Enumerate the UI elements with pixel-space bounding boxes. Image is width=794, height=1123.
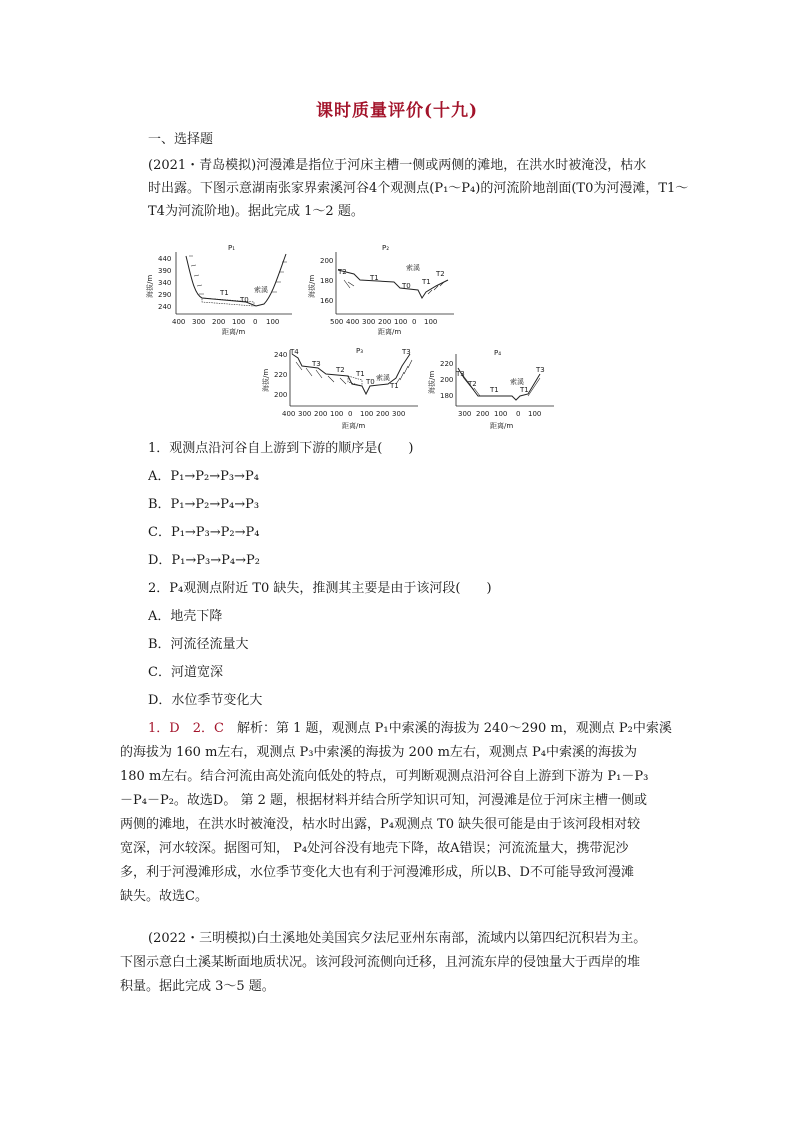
terrace-label: T3 xyxy=(402,348,411,356)
x-tick: 300 xyxy=(362,318,376,326)
x-tick: 300 xyxy=(192,318,206,326)
x-tick: 100 xyxy=(424,318,438,326)
question-1-option-c: C．P₁→P₃→P₂→P₄ xyxy=(148,525,260,540)
intro-line: (2021・青岛模拟)河漫滩是指位于河床主槽一侧或两侧的滩地，在洪水时被淹没，枯水 xyxy=(148,158,647,173)
x-tick: 200 xyxy=(378,318,392,326)
y-tick: 240 xyxy=(274,351,288,359)
intro2-line: (2022・三明模拟)白土溪地处美国宾夕法尼亚州东南部，流域内以第四纪沉积岩为主。 xyxy=(148,931,647,946)
question-2-option-c: C．河道宽深 xyxy=(148,665,223,680)
x-tick: 0 xyxy=(253,318,258,326)
x-tick: 300 xyxy=(298,410,312,418)
fig-title: P₄ xyxy=(494,349,502,357)
terrace-label: T1 xyxy=(370,274,379,282)
y-tick: 240 xyxy=(158,303,172,311)
terrace-label: T2 xyxy=(436,270,445,278)
answer-line: 宽深，河水较深。据图可知， P₄处河谷没有地壳下降，故A错误；河流流量大，携带泥沙 xyxy=(120,841,629,856)
terrace-label: T0 xyxy=(402,282,411,290)
answer-line: 的海拔为 160 m左右，观测点 P₃中索溪的海拔为 200 m左右，观测点 P₄中索溪的海拔为 xyxy=(120,745,637,760)
river-label: 索溪 xyxy=(406,264,420,272)
y-tick: 220 xyxy=(274,371,288,379)
y-tick: 440 xyxy=(158,255,172,263)
terrace-label: T0 xyxy=(366,378,375,386)
x-tick: 0 xyxy=(348,410,353,418)
x-tick: 300 xyxy=(392,410,406,418)
figure-p2 xyxy=(308,236,458,340)
fig-title: P₃ xyxy=(356,347,364,355)
answer-text: 解析：第 1 题，观测点 P₁中索溪的海拔为 240～290 m，观测点 P₂中索溪 xyxy=(236,721,672,736)
section-heading: 一、选择题 xyxy=(148,132,214,147)
terrace-label: T2 xyxy=(338,268,347,276)
river-label: 索溪 xyxy=(254,286,268,294)
river-label: 索溪 xyxy=(510,378,524,386)
x-tick: 0 xyxy=(412,318,417,326)
y-axis-label: 海拔/m xyxy=(146,274,154,298)
x-tick: 400 xyxy=(346,318,360,326)
x-tick: 200 xyxy=(476,410,490,418)
x-tick: 100 xyxy=(394,318,408,326)
answer-key: 1．D 2．C xyxy=(148,721,224,736)
answer-line: －P₄－P₂。故选D。 第 2 题，根据材料并结合所学知识可知，河漫滩是位于河床主槽一侧或 xyxy=(120,793,648,808)
figure-p4 xyxy=(428,344,558,434)
figure-p3 xyxy=(262,340,422,434)
x-tick: 400 xyxy=(282,410,296,418)
x-tick: 200 xyxy=(212,318,226,326)
x-axis-label: 距离/m xyxy=(342,422,366,430)
terrace-label: T2 xyxy=(336,366,345,374)
answer-line: 180 m左右。结合河流由高处流向低处的特点，可判断观测点沿河谷自上游到下游为 P₁－P₃ xyxy=(120,769,649,784)
y-tick: 220 xyxy=(440,360,454,368)
page-title: 课时质量评价(十九) xyxy=(315,101,479,121)
y-axis-label: 海拔/m xyxy=(428,370,436,394)
x-tick: 0 xyxy=(516,410,521,418)
x-axis-label: 距离/m xyxy=(222,328,246,336)
river-label: 索溪 xyxy=(376,374,390,382)
y-tick: 180 xyxy=(320,277,334,285)
terrace-label: T3 xyxy=(312,360,321,368)
terrace-label: T1 xyxy=(422,278,431,286)
x-tick: 300 xyxy=(458,410,472,418)
answer-line: 两侧的滩地，在洪水时被淹没，枯水时出露，P₄观测点 T0 缺失很可能是由于该河段相对较 xyxy=(120,817,641,832)
question-1-option-d: D．P₁→P₃→P₄→P₂ xyxy=(148,553,260,568)
x-tick: 500 xyxy=(330,318,344,326)
terrace-label: T1 xyxy=(356,370,365,378)
x-axis-label: 距离/m xyxy=(378,328,402,336)
x-tick: 100 xyxy=(266,318,280,326)
fig-title: P₂ xyxy=(382,244,390,252)
x-tick: 100 xyxy=(360,410,374,418)
x-tick: 100 xyxy=(232,318,246,326)
terrace-label: T1 xyxy=(390,382,399,390)
question-1-option-b: B．P₁→P₂→P₄→P₃ xyxy=(148,497,260,512)
question-2-stem: 2．P₄观测点附近 T0 缺失，推测其主要是由于该河段( ) xyxy=(148,581,492,596)
x-tick: 100 xyxy=(330,410,344,418)
question-2-option-a: A．地壳下降 xyxy=(148,609,223,624)
y-tick: 200 xyxy=(440,376,454,384)
x-tick: 400 xyxy=(172,318,186,326)
terrace-label: T1 xyxy=(520,386,529,394)
question-1-stem: 1．观测点沿河谷自上游到下游的顺序是( ) xyxy=(148,441,414,456)
y-tick: 290 xyxy=(158,291,172,299)
question-2-option-d: D．水位季节变化大 xyxy=(148,693,263,708)
terrace-label: T1 xyxy=(490,386,499,394)
terrace-label: T0 xyxy=(240,296,249,304)
question-1-option-a: A．P₁→P₂→P₃→P₄ xyxy=(148,469,259,484)
intro-line: T4为河流阶地)。据此完成 1～2 题。 xyxy=(148,204,364,219)
terrace-label: T3 xyxy=(456,370,465,378)
y-tick: 200 xyxy=(320,257,334,265)
y-tick: 340 xyxy=(158,279,172,287)
x-tick: 100 xyxy=(494,410,508,418)
y-tick: 160 xyxy=(320,297,334,305)
terrace-label: T3 xyxy=(536,366,545,374)
terrace-label: T2 xyxy=(468,380,477,388)
question-2-option-b: B．河流径流量大 xyxy=(148,637,249,652)
x-tick: 200 xyxy=(376,410,390,418)
x-tick: 100 xyxy=(528,410,542,418)
y-tick: 180 xyxy=(440,392,454,400)
x-axis-label: 距离/m xyxy=(490,422,514,430)
intro2-line: 积量。据此完成 3～5 题。 xyxy=(120,979,275,994)
terrace-label: T4 xyxy=(290,348,299,356)
answer-line: 缺失。故选C。 xyxy=(120,889,208,904)
y-axis-label: 海拔/m xyxy=(262,368,270,392)
y-tick: 200 xyxy=(274,391,288,399)
figure-p1 xyxy=(146,236,296,340)
intro-line: 时出露。下图示意湖南张家界索溪河谷4个观测点(P₁～P₄)的河流阶地剖面(T0为河漫滩，T1～ xyxy=(148,181,689,196)
y-tick: 390 xyxy=(158,267,172,275)
fig-title: P₁ xyxy=(228,244,236,252)
intro2-line: 下图示意白土溪某断面地质状况。该河段河流侧向迁移，且河流东岸的侵蚀量大于西岸的堆 xyxy=(120,955,641,970)
y-axis-label: 海拔/m xyxy=(308,274,316,298)
terrace-label: T1 xyxy=(220,289,229,297)
answer-line: 多，利于河漫滩形成，水位季节变化大也有利于河漫滩形成，所以B、D不可能导致河漫滩 xyxy=(120,865,634,880)
x-tick: 200 xyxy=(314,410,328,418)
answer-line xyxy=(148,720,708,738)
